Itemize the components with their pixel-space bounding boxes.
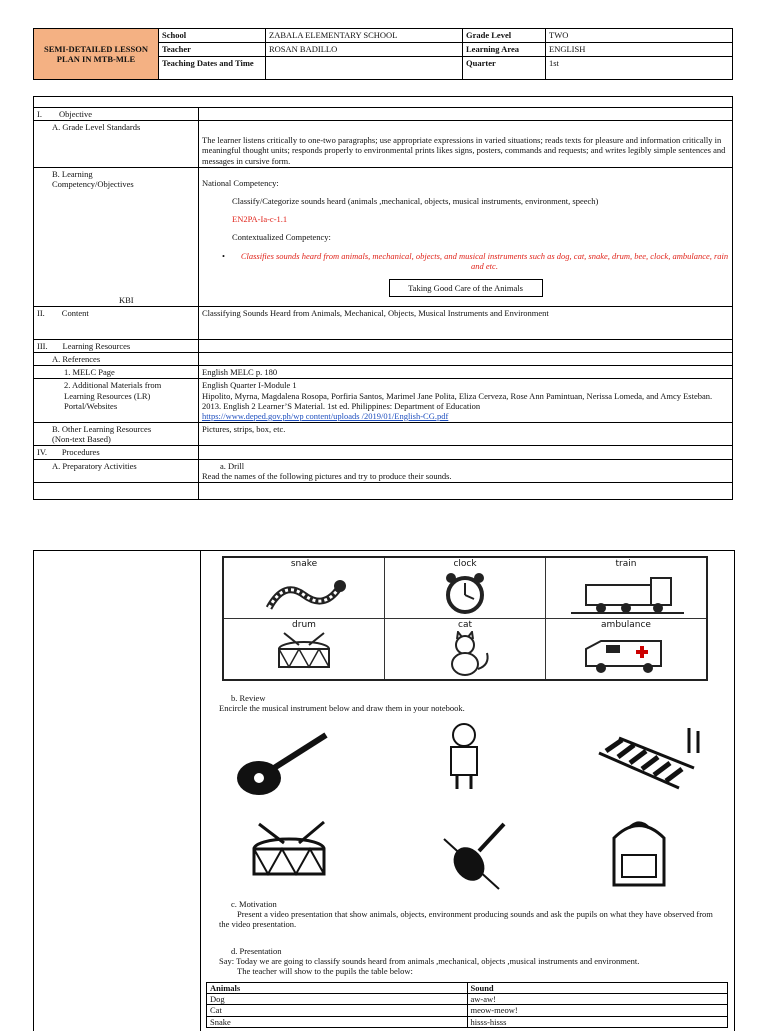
- clock-picture: clock: [385, 557, 546, 619]
- school-value: ZABALA ELEMENTARY SCHOOL: [266, 29, 463, 43]
- sound-cell: meow-meow!: [467, 1005, 728, 1016]
- backpack-icon: [604, 813, 674, 893]
- lesson-plan-title: SEMI-DETAILED LESSON PLAN IN MTB-MLE: [34, 29, 159, 80]
- resources-label: III. Learning Resources: [34, 339, 199, 352]
- quarter-value: 1st: [546, 57, 733, 80]
- school-label: School: [159, 29, 266, 43]
- content-label: II. Content: [34, 306, 199, 339]
- teacher-label: Teacher: [159, 43, 266, 57]
- other-resources-label: B. Other Learning Resources (Non-text Based): [34, 423, 199, 446]
- drill-label: a. Drill: [220, 460, 245, 471]
- page-two-frame: [33, 550, 735, 1031]
- teaching-dates-label: Teaching Dates and Time: [159, 57, 266, 80]
- review-label: b. Review: [231, 693, 266, 703]
- violin-icon: [434, 819, 514, 894]
- grade-standards-text: The learner listens critically to one-two paragraphs; use appropriate expressions in varied situations; reads texts for pleasure and information critically in meaningful thought units; responds properly to environmental prints likes signs, posters, commands and requests; and writes legibly simple sentences and messages in cursive form.: [199, 121, 733, 168]
- review-text: Encircle the musical instrument below and draw them in your notebook.: [219, 703, 465, 713]
- animal-cell: Snake: [207, 1016, 468, 1027]
- procedures-empty: [199, 446, 733, 459]
- melc-label: 1. MELC Page: [34, 366, 199, 379]
- other-resources-value: Pictures, strips, box, etc.: [199, 423, 733, 446]
- references-label: A. References: [34, 352, 199, 365]
- sound-cell: aw-aw!: [467, 994, 728, 1005]
- objective-label: I. Objective: [34, 108, 199, 121]
- motivation-label: c. Motivation: [231, 899, 277, 909]
- main-table: [33, 96, 733, 500]
- cat-picture: cat: [385, 619, 546, 681]
- table-row: [207, 994, 728, 1005]
- drum-picture: drum: [223, 619, 385, 681]
- teaching-dates-value: [266, 57, 463, 80]
- additional-materials-label: 2. Additional Materials from Learning Resources (LR) Portal/Websites: [34, 379, 199, 423]
- sound-header: Sound: [467, 983, 728, 994]
- table-row: [207, 1005, 728, 1016]
- guitar-icon: [234, 723, 334, 803]
- content-text: Classifying Sounds Heard from Animals, Mechanical, Objects, Musical Instruments and Environment: [199, 306, 733, 339]
- grade-level-value: TWO: [546, 29, 733, 43]
- cat-icon: [415, 631, 515, 676]
- competency-label: B. Learning Competency/Objectives KBI: [34, 167, 199, 306]
- grade-standards-label: A. Grade Level Standards: [34, 121, 199, 168]
- quarter-label: Quarter: [463, 57, 546, 80]
- objective-empty: [199, 108, 733, 121]
- melc-value: English MELC p. 180: [199, 366, 733, 379]
- animal-cell: Dog: [207, 994, 468, 1005]
- animals-header: Animals: [207, 983, 468, 994]
- competency-code: EN2PA-Ia-c-1.1: [232, 214, 288, 225]
- drill-picture-grid: [222, 556, 708, 681]
- blank-cell: [34, 483, 199, 500]
- presentation-teacher: The teacher will show to the pupils the table below:: [237, 966, 413, 976]
- drill-cell: [199, 459, 733, 482]
- motivation-text: Present a video presentation that show animals, objects, environment producing sounds and ask the pupils on what they have observed from the video presentation.: [219, 909, 713, 929]
- snake-icon: [254, 570, 354, 615]
- ambulance-icon: [566, 631, 686, 676]
- national-competency: National Competency:: [202, 177, 279, 188]
- resources-empty: [199, 339, 733, 352]
- contextualized-competency: Contextualized Competency:: [232, 232, 331, 243]
- grade-level-label: Grade Level: [463, 29, 546, 43]
- clock-icon: [415, 570, 515, 615]
- left-column-divider: [200, 551, 201, 1031]
- train-icon: [566, 570, 686, 615]
- animal-cell: Cat: [207, 1005, 468, 1016]
- snake-picture: snake: [223, 557, 385, 619]
- drum-icon: [244, 819, 334, 894]
- competency-cell: [199, 167, 733, 306]
- procedures-label: IV. Procedures: [34, 446, 199, 459]
- deped-link[interactable]: https://www.deped.gov.ph/wp content/uploads /2019/01/English-CG.pdf: [202, 410, 449, 421]
- learning-area-value: ENGLISH: [546, 43, 733, 57]
- learning-area-label: Learning Area: [463, 43, 546, 57]
- presentation-label: d. Presentation: [231, 946, 282, 956]
- additional-materials-cell: [199, 379, 733, 423]
- blank-cell: [199, 483, 733, 500]
- presentation-say: Say: Today we are going to classify sounds heard from animals ,mechanical, objects ,musical instruments and environment.: [219, 956, 640, 966]
- drill-text: Read the names of the following pictures and try to produce their sounds.: [202, 470, 452, 481]
- train-picture: train: [546, 557, 708, 619]
- table-row: [207, 1016, 728, 1027]
- header-table: [33, 28, 733, 80]
- sound-cell: hisss-hisss: [467, 1016, 728, 1027]
- references-empty: [199, 352, 733, 365]
- module-text: English Quarter I-Module 1: [202, 380, 297, 391]
- classify-text: Classify/Categorize sounds heard (animals ,mechanical, objects, musical instruments, environment, speech): [232, 195, 599, 206]
- xylophone-icon: [594, 723, 704, 798]
- teacher-value: ROSAN BADILLO: [266, 43, 463, 57]
- citation-text: Hipolito, Myrna, Magdalena Rosopa, Porfiria Santos, Marimel Jane Polita, Eliza Cerveza, Rose Ann Pamintuan, Nerissa Lomeda, and Amcy Esteban. 2013. English 2 Learner’S Material. 1st ed. Philippines: Department of Education: [202, 390, 713, 411]
- spacer-row: [34, 97, 733, 108]
- contextualized-text: Classifies sounds heard from animals, mechanical, objects, and musical instruments such as dog, cat, snake, drum, bee, clock, ambulance, rain and etc.: [240, 250, 729, 271]
- bullet-icon: •: [222, 250, 225, 261]
- kbi-box: Taking Good Care of the Animals: [389, 279, 543, 297]
- kbi-label: KBI: [119, 294, 134, 305]
- preparatory-label: A. Preparatory Activities: [34, 459, 199, 482]
- drum-icon: [254, 631, 354, 676]
- animal-sounds-table: [206, 982, 728, 1028]
- child-icon: [439, 721, 489, 791]
- ambulance-picture: ambulance: [546, 619, 708, 681]
